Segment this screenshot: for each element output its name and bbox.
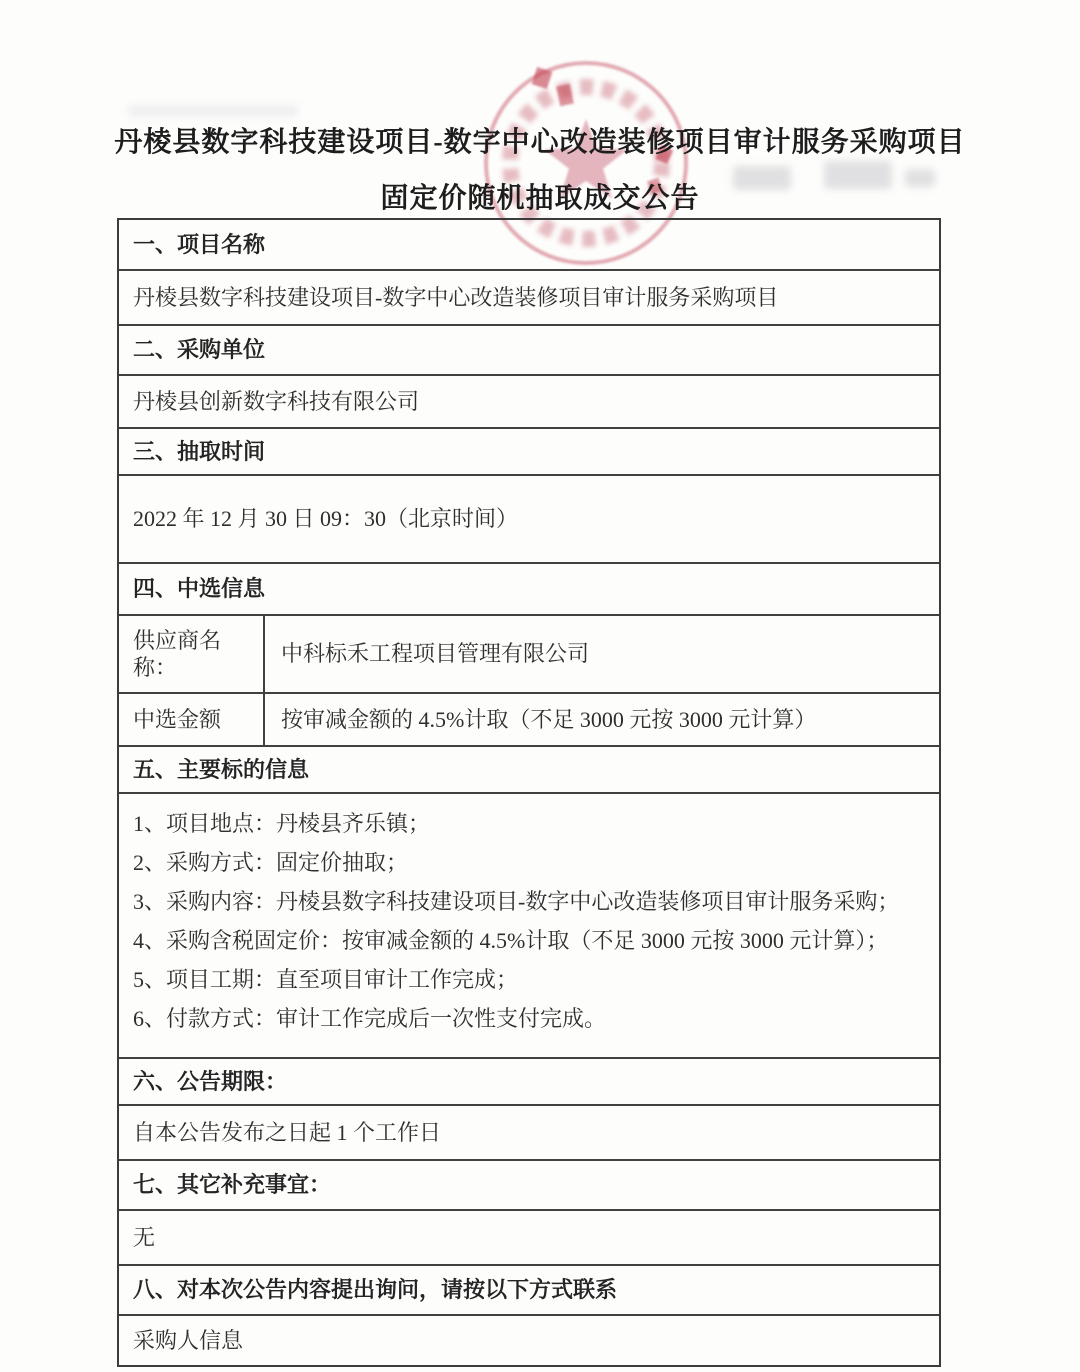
list-item: 2、采购方式：固定价抽取；: [133, 850, 409, 875]
table-content-row: [119, 1104, 939, 1159]
field-value-cell: [265, 616, 939, 692]
table-section-header-row: [119, 220, 939, 269]
section-header-label: 三、抽取时间: [133, 438, 266, 464]
content-text: 采购人信息: [133, 1327, 244, 1353]
table-section-header-row: [119, 1264, 939, 1314]
table-section-header-row: [119, 745, 939, 792]
content-text: 丹棱县创新数字科技有限公司: [133, 388, 420, 414]
field-value: 中科标禾工程项目管理有限公司: [281, 641, 590, 667]
content-text: 丹棱县数字科技建设项目-数字中心改造装修项目审计服务采购项目: [133, 284, 779, 310]
field-label-cell: [119, 616, 265, 692]
section-header-label: 八、对本次公告内容提出询问，请按以下方式联系: [133, 1277, 618, 1303]
list-item: 6、付款方式：审计工作完成后一次性支付完成。: [133, 1006, 607, 1031]
table-content-row: [119, 1209, 939, 1264]
document-title-line2: 固定价随机抽取成交公告: [380, 183, 700, 214]
content-text: 2022 年 12 月 30 日 09：30（北京时间）: [133, 506, 519, 532]
table-content-row: [119, 1314, 939, 1365]
table-section-header-row: [119, 324, 939, 374]
field-label: 供应商名称：: [133, 627, 222, 680]
content-text: 自本公告发布之日起 1 个工作日: [133, 1119, 442, 1145]
field-value: 按审减金额的 4.5%计取（不足 3000 元按 3000 元计算）: [281, 706, 817, 732]
section-header-label: 七、其它补充事宜：: [133, 1172, 332, 1198]
field-label-cell: [119, 694, 265, 745]
table-content-row: [119, 374, 939, 427]
document-title-line1: 丹棱县数字科技建设项目-数字中心改造装修项目审计服务采购项目: [114, 127, 966, 158]
field-value-cell: [265, 694, 939, 745]
table-section-header-row: [119, 1057, 939, 1104]
list-item: 4、采购含税固定价：按审减金额的 4.5%计取（不足 3000 元按 3000 元计算）；: [133, 928, 889, 953]
scan-bleed-artifact: [128, 105, 298, 117]
table-field-row: [119, 614, 939, 692]
table-section-header-row: [119, 1159, 939, 1209]
table-field-row: [119, 692, 939, 745]
table-section-header-row: [119, 562, 939, 614]
table-content-row: [119, 474, 939, 562]
field-label: 中选金额: [133, 706, 222, 732]
content-text: 无: [133, 1224, 156, 1250]
table-content-row: [119, 269, 939, 324]
list-item: 3、采购内容：丹棱县数字科技建设项目-数字中心改造装修项目审计服务采购；: [133, 889, 900, 914]
section-header-label: 一、项目名称: [133, 231, 266, 257]
list-item: 1、项目地点：丹棱县齐乐镇；: [133, 811, 431, 836]
table-list-row: [119, 792, 939, 1057]
section-header-label: 二、采购单位: [133, 337, 266, 363]
section-header-label: 六、公告期限：: [133, 1068, 288, 1094]
list-item: 5、项目工期：直至项目审计工作完成；: [133, 967, 519, 992]
announcement-table: [117, 218, 941, 1367]
table-section-header-row: [119, 427, 939, 474]
section-header-label: 五、主要标的信息: [133, 756, 310, 782]
section-header-label: 四、中选信息: [133, 576, 266, 602]
